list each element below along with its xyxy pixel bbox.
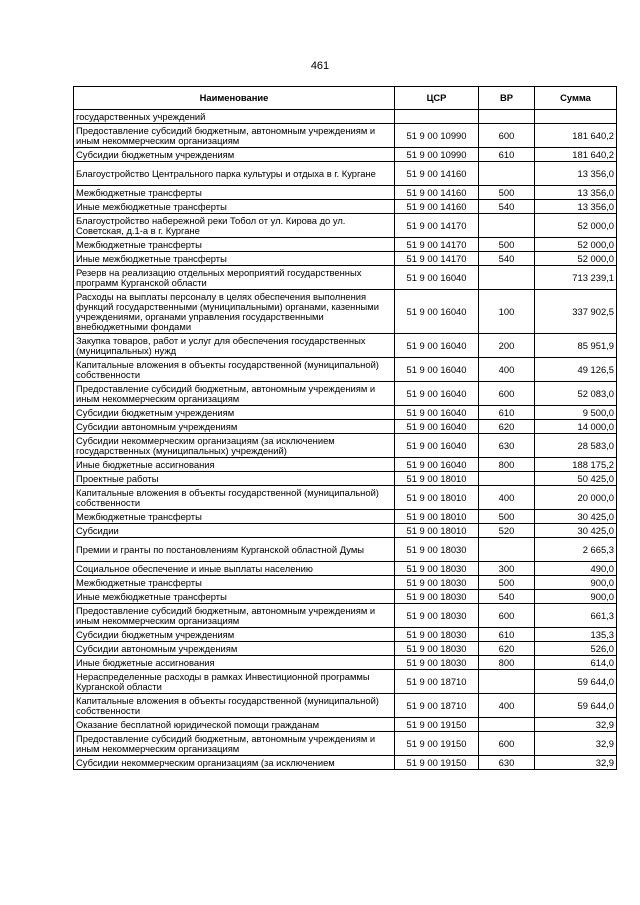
table-row	[74, 238, 617, 252]
cell-sum: 32,9	[535, 756, 617, 770]
cell-csr: 51 9 00 14160	[395, 200, 479, 214]
cell-vr	[479, 472, 535, 486]
cell-name: Субсидии бюджетным учреждениям	[74, 406, 395, 420]
cell-vr: 610	[479, 406, 535, 420]
cell-vr: 540	[479, 252, 535, 266]
cell-vr: 500	[479, 576, 535, 590]
cell-name: Нераспределенные расходы в рамках Инвестиционной программы Курганской области	[74, 670, 395, 694]
cell-sum: 52 083,0	[535, 382, 617, 406]
cell-sum: 661,3	[535, 604, 617, 628]
cell-sum: 135,3	[535, 628, 617, 642]
table-row	[74, 420, 617, 434]
cell-vr: 520	[479, 524, 535, 538]
cell-csr: 51 9 00 16040	[395, 382, 479, 406]
cell-csr: 51 9 00 16040	[395, 420, 479, 434]
cell-vr	[479, 718, 535, 732]
cell-sum: 14 000,0	[535, 420, 617, 434]
cell-sum: 28 583,0	[535, 434, 617, 458]
cell-csr: 51 9 00 10990	[395, 124, 479, 148]
table-row	[74, 200, 617, 214]
cell-vr: 610	[479, 148, 535, 162]
cell-name: Предоставление субсидий бюджетным, автономным учреждениям и иным некоммерческим организациям	[74, 382, 395, 406]
cell-name: Закупка товаров, работ и услуг для обеспечения государственных (муниципальных) нужд	[74, 334, 395, 358]
budget-table	[73, 86, 617, 770]
table-row	[74, 148, 617, 162]
table-row	[74, 458, 617, 472]
cell-vr	[479, 110, 535, 124]
table-row	[74, 486, 617, 510]
cell-csr: 51 9 00 18030	[395, 604, 479, 628]
table-header-row	[74, 87, 617, 110]
cell-vr	[479, 538, 535, 562]
cell-name: Межбюджетные трансферты	[74, 238, 395, 252]
cell-vr	[479, 214, 535, 238]
cell-sum: 490,0	[535, 562, 617, 576]
cell-sum: 32,9	[535, 732, 617, 756]
cell-sum: 85 951,9	[535, 334, 617, 358]
cell-sum: 59 644,0	[535, 670, 617, 694]
table-row	[74, 628, 617, 642]
cell-csr: 51 9 00 14160	[395, 162, 479, 186]
cell-csr: 51 9 00 18010	[395, 472, 479, 486]
cell-csr: 51 9 00 16040	[395, 266, 479, 290]
cell-vr: 500	[479, 238, 535, 252]
cell-csr: 51 9 00 18710	[395, 694, 479, 718]
cell-csr: 51 9 00 18030	[395, 628, 479, 642]
cell-name: Предоставление субсидий бюджетным, автономным учреждениям и иным некоммерческим организациям	[74, 124, 395, 148]
cell-sum: 9 500,0	[535, 406, 617, 420]
cell-csr: 51 9 00 10990	[395, 148, 479, 162]
cell-name: Межбюджетные трансферты	[74, 576, 395, 590]
cell-vr: 630	[479, 434, 535, 458]
cell-vr	[479, 670, 535, 694]
cell-csr: 51 9 00 18030	[395, 642, 479, 656]
cell-sum: 52 000,0	[535, 238, 617, 252]
cell-name: Иные межбюджетные трансферты	[74, 252, 395, 266]
cell-vr	[479, 162, 535, 186]
cell-csr: 51 9 00 18010	[395, 510, 479, 524]
table-row	[74, 266, 617, 290]
table-row	[74, 162, 617, 186]
cell-csr: 51 9 00 18710	[395, 670, 479, 694]
cell-sum: 900,0	[535, 590, 617, 604]
table-row	[74, 718, 617, 732]
table-row	[74, 358, 617, 382]
cell-name: Расходы на выплаты персоналу в целях обеспечения выполнения функций государственными (муниципальными) органами, казенными учреждениями, органами управления государственными внебюджетными фондами	[74, 290, 395, 334]
cell-csr: 51 9 00 18010	[395, 486, 479, 510]
cell-csr: 51 9 00 18030	[395, 590, 479, 604]
cell-name: Капитальные вложения в объекты государственной (муниципальной) собственности	[74, 694, 395, 718]
cell-sum: 188 175,2	[535, 458, 617, 472]
cell-sum: 49 126,5	[535, 358, 617, 382]
cell-vr: 500	[479, 186, 535, 200]
table-row	[74, 576, 617, 590]
cell-vr: 600	[479, 124, 535, 148]
cell-name: Капитальные вложения в объекты государственной (муниципальной) собственности	[74, 358, 395, 382]
cell-vr: 610	[479, 628, 535, 642]
cell-name: Субсидии некоммерческим организациям (за исключением государственных (муниципальных) учреждений)	[74, 434, 395, 458]
cell-sum: 30 425,0	[535, 510, 617, 524]
cell-sum: 900,0	[535, 576, 617, 590]
cell-name: Иные бюджетные ассигнования	[74, 656, 395, 670]
cell-name: Межбюджетные трансферты	[74, 510, 395, 524]
cell-name: Социальное обеспечение и иные выплаты населению	[74, 562, 395, 576]
table-row	[74, 110, 617, 124]
cell-sum	[535, 110, 617, 124]
cell-name: государственных учреждений	[74, 110, 395, 124]
cell-csr: 51 9 00 18010	[395, 524, 479, 538]
table-row	[74, 510, 617, 524]
table-row	[74, 756, 617, 770]
cell-name: Субсидии автономным учреждениям	[74, 420, 395, 434]
cell-sum: 13 356,0	[535, 162, 617, 186]
table-row	[74, 590, 617, 604]
cell-csr: 51 9 00 14160	[395, 186, 479, 200]
header-name: Наименование	[74, 87, 395, 110]
cell-vr: 400	[479, 486, 535, 510]
header-csr: ЦСР	[395, 87, 479, 110]
cell-csr: 51 9 00 14170	[395, 238, 479, 252]
cell-vr: 600	[479, 732, 535, 756]
cell-csr: 51 9 00 18030	[395, 538, 479, 562]
cell-csr: 51 9 00 16040	[395, 358, 479, 382]
cell-vr: 620	[479, 420, 535, 434]
table-row	[74, 434, 617, 458]
cell-name: Иные бюджетные ассигнования	[74, 458, 395, 472]
cell-sum: 526,0	[535, 642, 617, 656]
cell-vr: 100	[479, 290, 535, 334]
cell-sum: 50 425,0	[535, 472, 617, 486]
cell-name: Субсидии автономным учреждениям	[74, 642, 395, 656]
cell-sum: 2 665,3	[535, 538, 617, 562]
cell-sum: 52 000,0	[535, 214, 617, 238]
cell-sum: 32,9	[535, 718, 617, 732]
cell-vr: 300	[479, 562, 535, 576]
cell-sum: 52 000,0	[535, 252, 617, 266]
cell-csr: 51 9 00 19150	[395, 756, 479, 770]
cell-vr: 600	[479, 604, 535, 628]
cell-name: Резерв на реализацию отдельных мероприятий государственных программ Курганской области	[74, 266, 395, 290]
cell-vr: 630	[479, 756, 535, 770]
cell-csr: 51 9 00 14170	[395, 214, 479, 238]
cell-vr: 500	[479, 510, 535, 524]
table-row	[74, 186, 617, 200]
cell-csr	[395, 110, 479, 124]
cell-sum: 181 640,2	[535, 148, 617, 162]
cell-name: Предоставление субсидий бюджетным, автономным учреждениям и иным некоммерческим организациям	[74, 604, 395, 628]
cell-name: Межбюджетные трансферты	[74, 186, 395, 200]
cell-vr	[479, 266, 535, 290]
cell-sum: 13 356,0	[535, 200, 617, 214]
cell-csr: 51 9 00 18030	[395, 576, 479, 590]
cell-sum: 181 640,2	[535, 124, 617, 148]
cell-csr: 51 9 00 18030	[395, 562, 479, 576]
cell-vr: 540	[479, 200, 535, 214]
table-row	[74, 642, 617, 656]
cell-name: Субсидии некоммерческим организациям (за исключением	[74, 756, 395, 770]
cell-name: Оказание бесплатной юридической помощи гражданам	[74, 718, 395, 732]
cell-sum: 337 902,5	[535, 290, 617, 334]
cell-sum: 20 000,0	[535, 486, 617, 510]
cell-sum: 614,0	[535, 656, 617, 670]
cell-sum: 30 425,0	[535, 524, 617, 538]
cell-sum: 59 644,0	[535, 694, 617, 718]
cell-csr: 51 9 00 16040	[395, 290, 479, 334]
cell-csr: 51 9 00 19150	[395, 718, 479, 732]
cell-vr: 800	[479, 656, 535, 670]
cell-name: Благоустройство набережной реки Тобол от ул. Кирова до ул. Советская, д.1-а в г. Кургане	[74, 214, 395, 238]
cell-name: Капитальные вложения в объекты государственной (муниципальной) собственности	[74, 486, 395, 510]
table-row	[74, 382, 617, 406]
cell-name: Иные межбюджетные трансферты	[74, 200, 395, 214]
cell-sum: 13 356,0	[535, 186, 617, 200]
table-row	[74, 670, 617, 694]
header-vr: ВР	[479, 87, 535, 110]
cell-csr: 51 9 00 16040	[395, 458, 479, 472]
cell-name: Субсидии	[74, 524, 395, 538]
table-row	[74, 290, 617, 334]
cell-name: Иные межбюджетные трансферты	[74, 590, 395, 604]
table-row	[74, 604, 617, 628]
table-row	[74, 472, 617, 486]
cell-vr: 200	[479, 334, 535, 358]
header-sum: Сумма	[535, 87, 617, 110]
table-row	[74, 562, 617, 576]
cell-csr: 51 9 00 19150	[395, 732, 479, 756]
table-row	[74, 334, 617, 358]
table-row	[74, 124, 617, 148]
table-row	[74, 694, 617, 718]
cell-csr: 51 9 00 14170	[395, 252, 479, 266]
table-row	[74, 214, 617, 238]
table-row	[74, 538, 617, 562]
cell-name: Премии и гранты по постановлениям Курганской областной Думы	[74, 538, 395, 562]
cell-vr: 600	[479, 382, 535, 406]
cell-vr: 800	[479, 458, 535, 472]
cell-name: Благоустройство Центрального парка культуры и отдыха в г. Кургане	[74, 162, 395, 186]
cell-vr: 400	[479, 694, 535, 718]
cell-csr: 51 9 00 16040	[395, 334, 479, 358]
cell-name: Проектные работы	[74, 472, 395, 486]
cell-csr: 51 9 00 16040	[395, 406, 479, 420]
cell-csr: 51 9 00 16040	[395, 434, 479, 458]
table-row	[74, 732, 617, 756]
page-number: 461	[310, 60, 330, 72]
cell-vr: 400	[479, 358, 535, 382]
cell-vr: 620	[479, 642, 535, 656]
table-row	[74, 252, 617, 266]
cell-vr: 540	[479, 590, 535, 604]
cell-name: Субсидии бюджетным учреждениям	[74, 148, 395, 162]
table-row	[74, 656, 617, 670]
table-row	[74, 406, 617, 420]
cell-name: Предоставление субсидий бюджетным, автономным учреждениям и иным некоммерческим организациям	[74, 732, 395, 756]
cell-name: Субсидии бюджетным учреждениям	[74, 628, 395, 642]
cell-sum: 713 239,1	[535, 266, 617, 290]
cell-csr: 51 9 00 18030	[395, 656, 479, 670]
table-row	[74, 524, 617, 538]
